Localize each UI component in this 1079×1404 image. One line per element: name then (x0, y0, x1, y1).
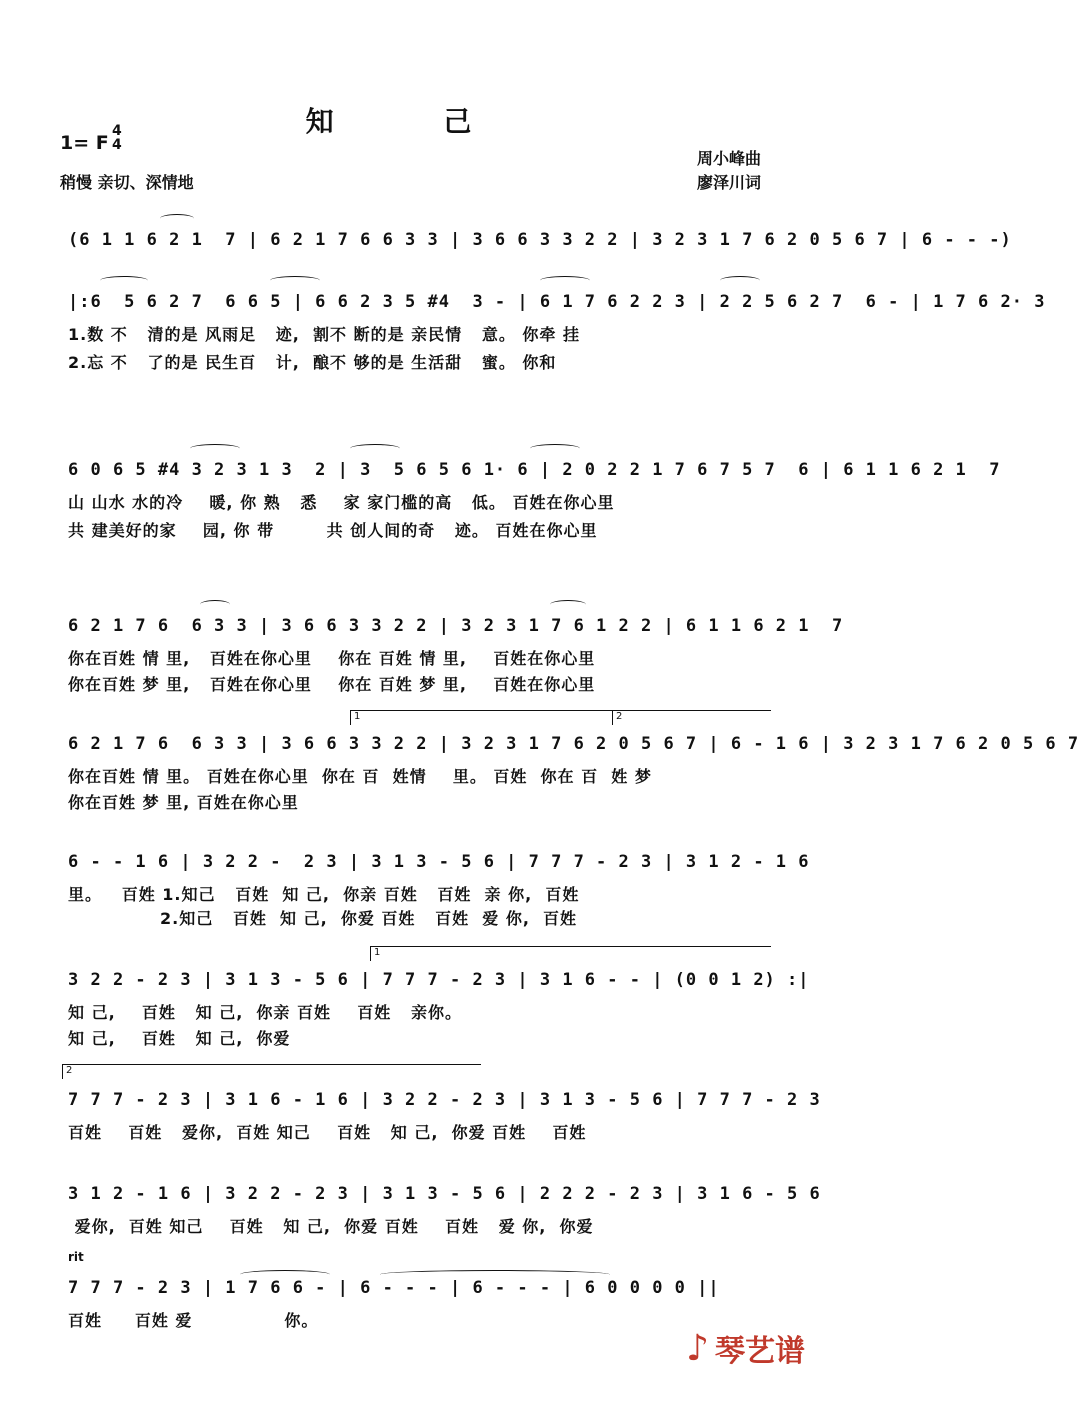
notation-row: 7 7 7 - 2 3 | 1 7 6 6 - | 6 - - - | 6 - - - | 6 0 0 0 0 || (68, 1278, 720, 1298)
notation-row: 3 1 2 - 1 6 | 3 2 2 - 2 3 | 3 1 3 - 5 6 | 2 2 2 - 2 3 | 3 1 6 - 5 6 (68, 1184, 821, 1204)
slur (200, 600, 230, 609)
first-ending-bracket: 1 (370, 946, 771, 961)
lyric-line: 知 己, 百姓 知 己, 你爱 (68, 1029, 291, 1048)
second-ending-bracket: 2 (612, 710, 771, 725)
slur (350, 444, 400, 453)
slur (240, 1270, 330, 1279)
second-ending-bracket: 2 (62, 1064, 481, 1079)
tempo-marking: 稍慢 亲切、深情地 (60, 173, 194, 192)
lyric-line: 爱你, 百姓 知己 百姓 知 己, 你爱 百姓 百姓 爱 你, 你爱 (68, 1217, 594, 1236)
score-title: 知 己 (305, 105, 522, 138)
notation-row: 6 2 1 7 6 6 3 3 | 3 6 6 3 3 2 2 | 3 2 3 1 7 6 2 0 5 6 7 | 6 - 1 6 | 3 2 3 1 7 6 2 0 5 6 7 (68, 734, 1079, 754)
lyric-line: 2.知己 百姓 知 己, 你爱 百姓 百姓 爱 你, 百姓 (68, 909, 578, 928)
lyric-line: 你在百姓 情 里。 百姓在你心里 你在 百 姓情 里。 百姓 你在 百 姓 梦 (68, 767, 652, 786)
slur (160, 214, 194, 223)
lyric-line: 百姓 百姓 爱 你。 (68, 1311, 319, 1330)
lyric-line: 里。 百姓 1.知己 百姓 知 己, 你亲 百姓 百姓 亲 你, 百姓 (68, 885, 580, 904)
site-logo (686, 1326, 805, 1370)
slur (190, 444, 240, 453)
slur (540, 276, 590, 285)
notation-row: 7 7 7 - 2 3 | 3 1 6 - 1 6 | 3 2 2 - 2 3 | 3 1 3 - 5 6 | 7 7 7 - 2 3 (68, 1090, 821, 1110)
lyric-line: 共 建美好的家 园, 你 带 共 创人间的奇 迹。 百姓在你心里 (68, 521, 598, 540)
lyric-line: 百姓 百姓 爱你, 百姓 知己 百姓 知 己, 你爱 百姓 百姓 (68, 1123, 587, 1142)
lyric-line: 知 己, 百姓 知 己, 你亲 百姓 百姓 亲你。 (68, 1003, 462, 1022)
slur (380, 1270, 610, 1279)
first-ending-bracket: 1 (350, 710, 612, 725)
slur (530, 444, 580, 453)
music-note-icon: ♪ (686, 1327, 709, 1369)
key-signature: 1= F (60, 132, 109, 154)
notation-row: 6 2 1 7 6 6 3 3 | 3 6 6 3 3 2 2 | 3 2 3 1 7 6 1 2 2 | 6 1 1 6 2 1 7 (68, 616, 844, 636)
lyric-line: 1.数 不 清的是 风雨足 迹, 割不 断的是 亲民情 意。 你牵 挂 (68, 325, 580, 344)
time-signature-bottom: 4 (112, 137, 122, 153)
slur (550, 600, 586, 609)
notation-row: 6 - - 1 6 | 3 2 2 - 2 3 | 3 1 3 - 5 6 | 7 7 7 - 2 3 | 3 1 2 - 1 6 (68, 852, 810, 872)
time-signature-top: 4 (112, 123, 122, 139)
logo-text: 琴艺谱 (715, 1334, 805, 1369)
slur (720, 276, 760, 285)
lyric-line: 2.忘 不 了的是 民生百 计, 酿不 够的是 生活甜 蜜。 你和 (68, 353, 557, 372)
lyric-line: 你在百姓 情 里, 百姓在你心里 你在 百姓 情 里, 百姓在你心里 (68, 649, 596, 668)
lyric-line: 山 山水 水的冷 暖, 你 熟 悉 家 家门槛的高 低。 百姓在你心里 (68, 493, 615, 512)
slur (270, 276, 320, 285)
notation-row: 3 2 2 - 2 3 | 3 1 3 - 5 6 | 7 7 7 - 2 3 | 3 1 6 - - | (0 0 1 2) :| (68, 970, 810, 990)
slur (100, 276, 148, 285)
lyric-line: 你在百姓 梦 里, 百姓在你心里 (68, 793, 299, 812)
lyric-line: 你在百姓 梦 里, 百姓在你心里 你在 百姓 梦 里, 百姓在你心里 (68, 675, 596, 694)
ritardando-marking: rit (68, 1250, 84, 1264)
notation-row: |:6 5 6 2 7 6 6 5 | 6 6 2 3 5 #4 3 - | 6 1 7 6 2 2 3 | 2 2 5 6 2 7 6 - | 1 7 6 2· 3 (68, 292, 1046, 312)
composer-credit: 周小峰曲 (696, 149, 761, 168)
notation-row: 6 0 6 5 #4 3 2 3 1 3 2 | 3 5 6 5 6 1· 6 | 2 0 2 2 1 7 6 7 5 7 6 | 6 1 1 6 2 1 7 (68, 460, 1001, 480)
time-signature (112, 124, 122, 152)
notation-row: (6 1 1 6 2 1 7 | 6 2 1 7 6 6 3 3 | 3 6 6 3 3 2 2 | 3 2 3 1 7 6 2 0 5 6 7 | 6 - - -) (68, 230, 1012, 250)
lyricist-credit: 廖泽川词 (696, 173, 761, 192)
